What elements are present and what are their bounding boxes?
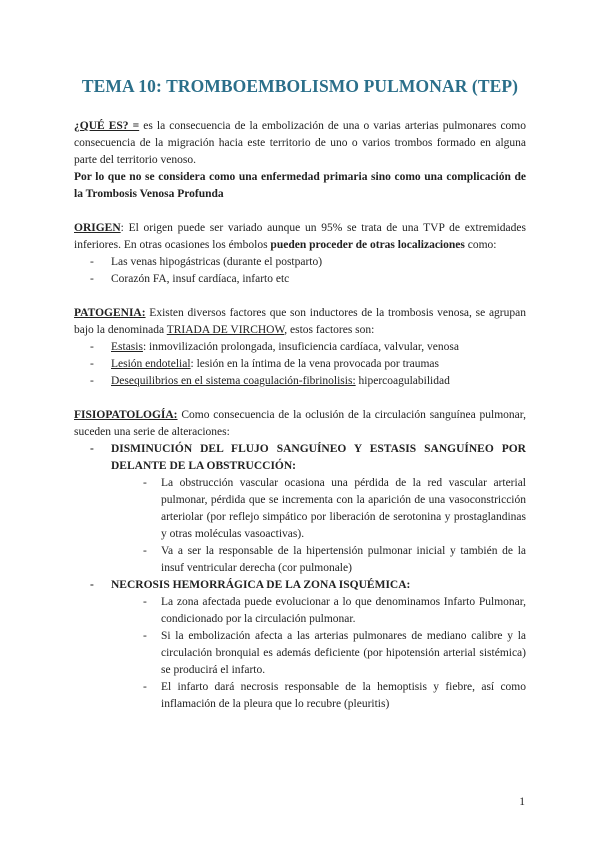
factor-desc: : lesión en la íntima de la vena provocada por traumas <box>190 358 439 370</box>
alteraciones-list <box>74 441 526 713</box>
list-item <box>74 373 526 390</box>
group-heading: - NECROSIS HEMORRÁGICA DE LA ZONA ISQUÉMICA: <box>111 579 411 591</box>
patogenia-list <box>74 339 526 390</box>
origen-paragraph <box>74 220 526 254</box>
list-item <box>74 577 526 713</box>
origen-bold-text: pueden proceder de otras localizaciones <box>270 239 465 251</box>
que-es-note: Por lo que no se considera como una enfermedad primaria sino como una complicación de la Trombosis Venosa Profunda <box>74 171 526 200</box>
factor-term: Lesión endotelial <box>111 358 191 370</box>
que-es-text: es la consecuencia de la embolización de una o varias arterias pulmonares como consecuencia de la migración hacia este territorio de uno o varios trombos formado en alguna parte del territorio venoso. <box>74 120 526 166</box>
fisiopatologia-paragraph <box>74 407 526 441</box>
section-patogenia <box>74 305 526 390</box>
list-item: - La obstrucción vascular ocasiona una pérdida de la red vascular arterial pulmonar, pérdida que se incrementa con la aparición de una vasoconstricción arteriolar (por reflejo simpático por liberación de serotonina y prostaglandinas y otras moléculas vasoactivas). <box>127 475 526 543</box>
factor-desc: : inmovilización prolongada, insuficiencia cardíaca, valvular, venosa <box>142 341 459 353</box>
patogenia-text: Existen diversos factores que son inductores de la trombosis venosa, se agrupan bajo la denominada <box>74 307 526 336</box>
list-item: - Va a ser la responsable de la hipertensión pulmonar inicial y también de la insuf ventricular derecha (cor pulmonale) <box>127 543 526 577</box>
group-heading: - DISMINUCIÓN DEL FLUJO SANGUÍNEO Y ESTASIS SANGUÍNEO POR DELANTE DE LA OBSTRUCCIÓN: <box>111 443 526 472</box>
origen-label: ORIGEN <box>74 222 121 234</box>
list-item <box>74 356 526 373</box>
list-item <box>74 441 526 577</box>
que-es-paragraph <box>74 118 526 169</box>
patogenia-label: PATOGENIA: <box>74 307 146 319</box>
section-origen <box>74 220 526 288</box>
triada-virchow: TRIADA DE VIRCHOW <box>166 324 285 336</box>
sub-list <box>111 475 526 577</box>
patogenia-paragraph <box>74 305 526 339</box>
section-fisiopatologia <box>74 407 526 713</box>
list-item: - La zona afectada puede evolucionar a lo que denominamos Infarto Pulmonar, condicionado por la circulación pulmonar. <box>127 594 526 628</box>
que-es-label: ¿QUÉ ES? = <box>74 120 140 132</box>
sub-list <box>111 594 526 713</box>
factor-term: Desequilibrios en el sistema coagulación-fibrinolisis: <box>111 375 356 387</box>
origen-text-end: como: <box>464 239 497 251</box>
factor-desc: hipercoagulabilidad <box>355 375 450 387</box>
list-item: - Si la embolización afecta a las arterias pulmonares de mediano calibre y la circulación bronquial es además deficiente (por hipotensión arterial sistémica) se producirá el infarto. <box>127 628 526 679</box>
list-item <box>74 339 526 356</box>
origen-text: : El origen puede ser variado aunque un 95% se trata de una TVP de extremidades inferiores. En otras ocasiones los émbolos <box>74 222 526 251</box>
list-item: - Las venas hipogástricas (durante el postparto) <box>74 254 526 271</box>
list-item: - Corazón FA, insuf cardíaca, infarto etc <box>74 271 526 288</box>
fisiopatologia-label: FISIOPATOLOGÍA: <box>74 409 178 421</box>
page-number: 1 <box>519 796 525 808</box>
origen-list <box>74 254 526 288</box>
section-que-es <box>74 118 526 203</box>
fisiopatologia-text: Como consecuencia de la oclusión de la circulación sanguínea pulmonar, suceden una serie de alteraciones: <box>74 409 526 438</box>
list-item: - El infarto dará necrosis responsable de la hemoptisis y fiebre, así como inflamación de la pleura que lo recubre (pleuritis) <box>127 679 526 713</box>
document-body <box>74 118 526 713</box>
factor-term: Estasis <box>111 341 143 353</box>
page-title: TEMA 10: TROMBOEMBOLISMO PULMONAR (TEP) <box>81 76 519 96</box>
patogenia-text-end: , estos factores son: <box>284 324 375 336</box>
